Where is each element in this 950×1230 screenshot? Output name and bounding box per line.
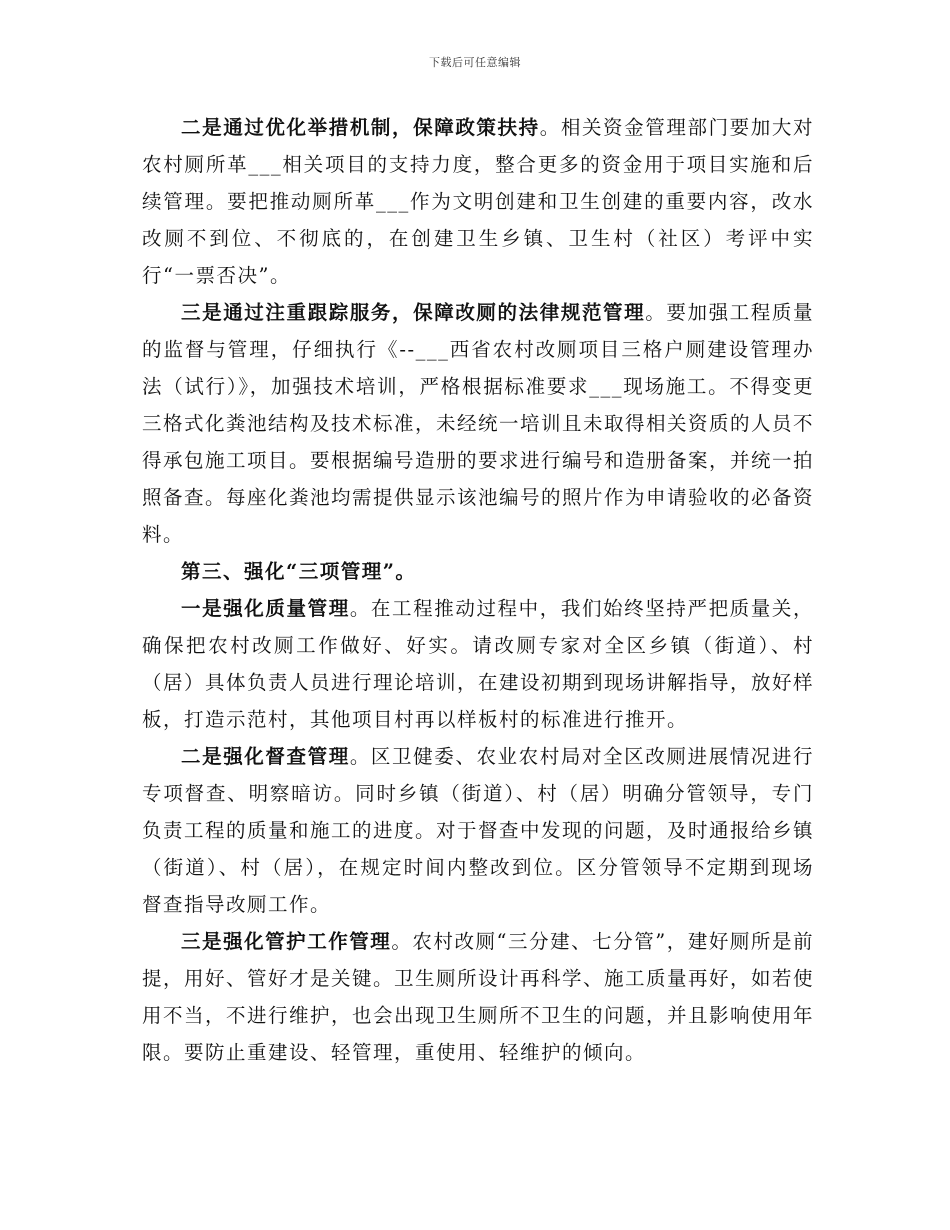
paragraph-maintenance-management: [142, 923, 814, 1071]
paragraph-text: 。要加强工程质量的监督与管理，仔细执行《--___西省农村改厕项目三格户厕建设管理办法（试行）》，加强技术培训，严格根据标准要求___现场施工。不得变更三格式化粪池结构及技术标准，未经统一培训且未取得相关资质的人员不得承包施工项目。要根据编号造册的要求进行编号和造册备案，并统一拍照备查。每座化粪池均需提供显示该池编号的照片作为申请验收的必备资料。: [142, 301, 815, 546]
paragraph-heading: 一是强化质量管理: [181, 597, 350, 620]
paragraph-heading: 第三、强化“三项管理”。: [181, 560, 417, 583]
document-body: [142, 109, 814, 1071]
paragraph-heading: 三是通过注重跟踪服务，保障改厕的法律规范管理: [181, 301, 646, 324]
paragraph-text: 。农村改厕“三分建、七分管”，建好厕所是前提，用好、管好才是关键。卫生厕所设计再科学、施工质量再好，如若使用不当，不进行维护，也会出现卫生厕所不卫生的问题，并且影响使用年限。要防止重建设、轻管理，重使用、轻维护的倾向。: [142, 930, 815, 1064]
paragraph-heading: 三是强化管护工作管理: [181, 930, 392, 953]
paragraph-supervision-management: [142, 738, 814, 923]
paragraph-text: 。相关资金管理部门要加大对农村厕所革___相关项目的支持力度，整合更多的资金用于项目实施和后续管理。要把推动厕所革___作为文明创建和卫生创建的重要内容，改水改厕不到位、不彻底的，在创建卫生乡镇、卫生村（社区）考评中实行“一票否决”。: [142, 116, 814, 287]
header-note: 下载后可任意编辑: [429, 56, 521, 69]
paragraph-heading: 二是强化督查管理: [181, 745, 350, 768]
paragraph-heading: 二是通过优化举措机制，保障政策扶持: [181, 116, 540, 139]
paragraph-tracking-service: [142, 294, 814, 553]
paragraph-quality-management: [142, 590, 814, 738]
paragraph-text: 。区卫健委、农业农村局对全区改厕进展情况进行专项督查、明察暗访。同时乡镇（街道）、村（居）明确分管领导，专门负责工程的质量和施工的进度。对于督查中发现的问题，及时通报给乡镇（街道）、村（居），在规定时间内整改到位。区分管领导不定期到现场督查指导改厕工作。: [142, 745, 815, 916]
paragraph-policy-support: [142, 109, 814, 294]
section-heading-three-managements: [142, 553, 814, 590]
paragraph-text: 。在工程推动过程中，我们始终坚持严把质量关，确保把农村改厕工作做好、好实。请改厕专家对全区乡镇（街道）、村（居）具体负责人员进行理论培训，在建设初期到现场讲解指导，放好样板，打造示范村，其他项目村再以样板村的标准进行推开。: [142, 597, 815, 731]
